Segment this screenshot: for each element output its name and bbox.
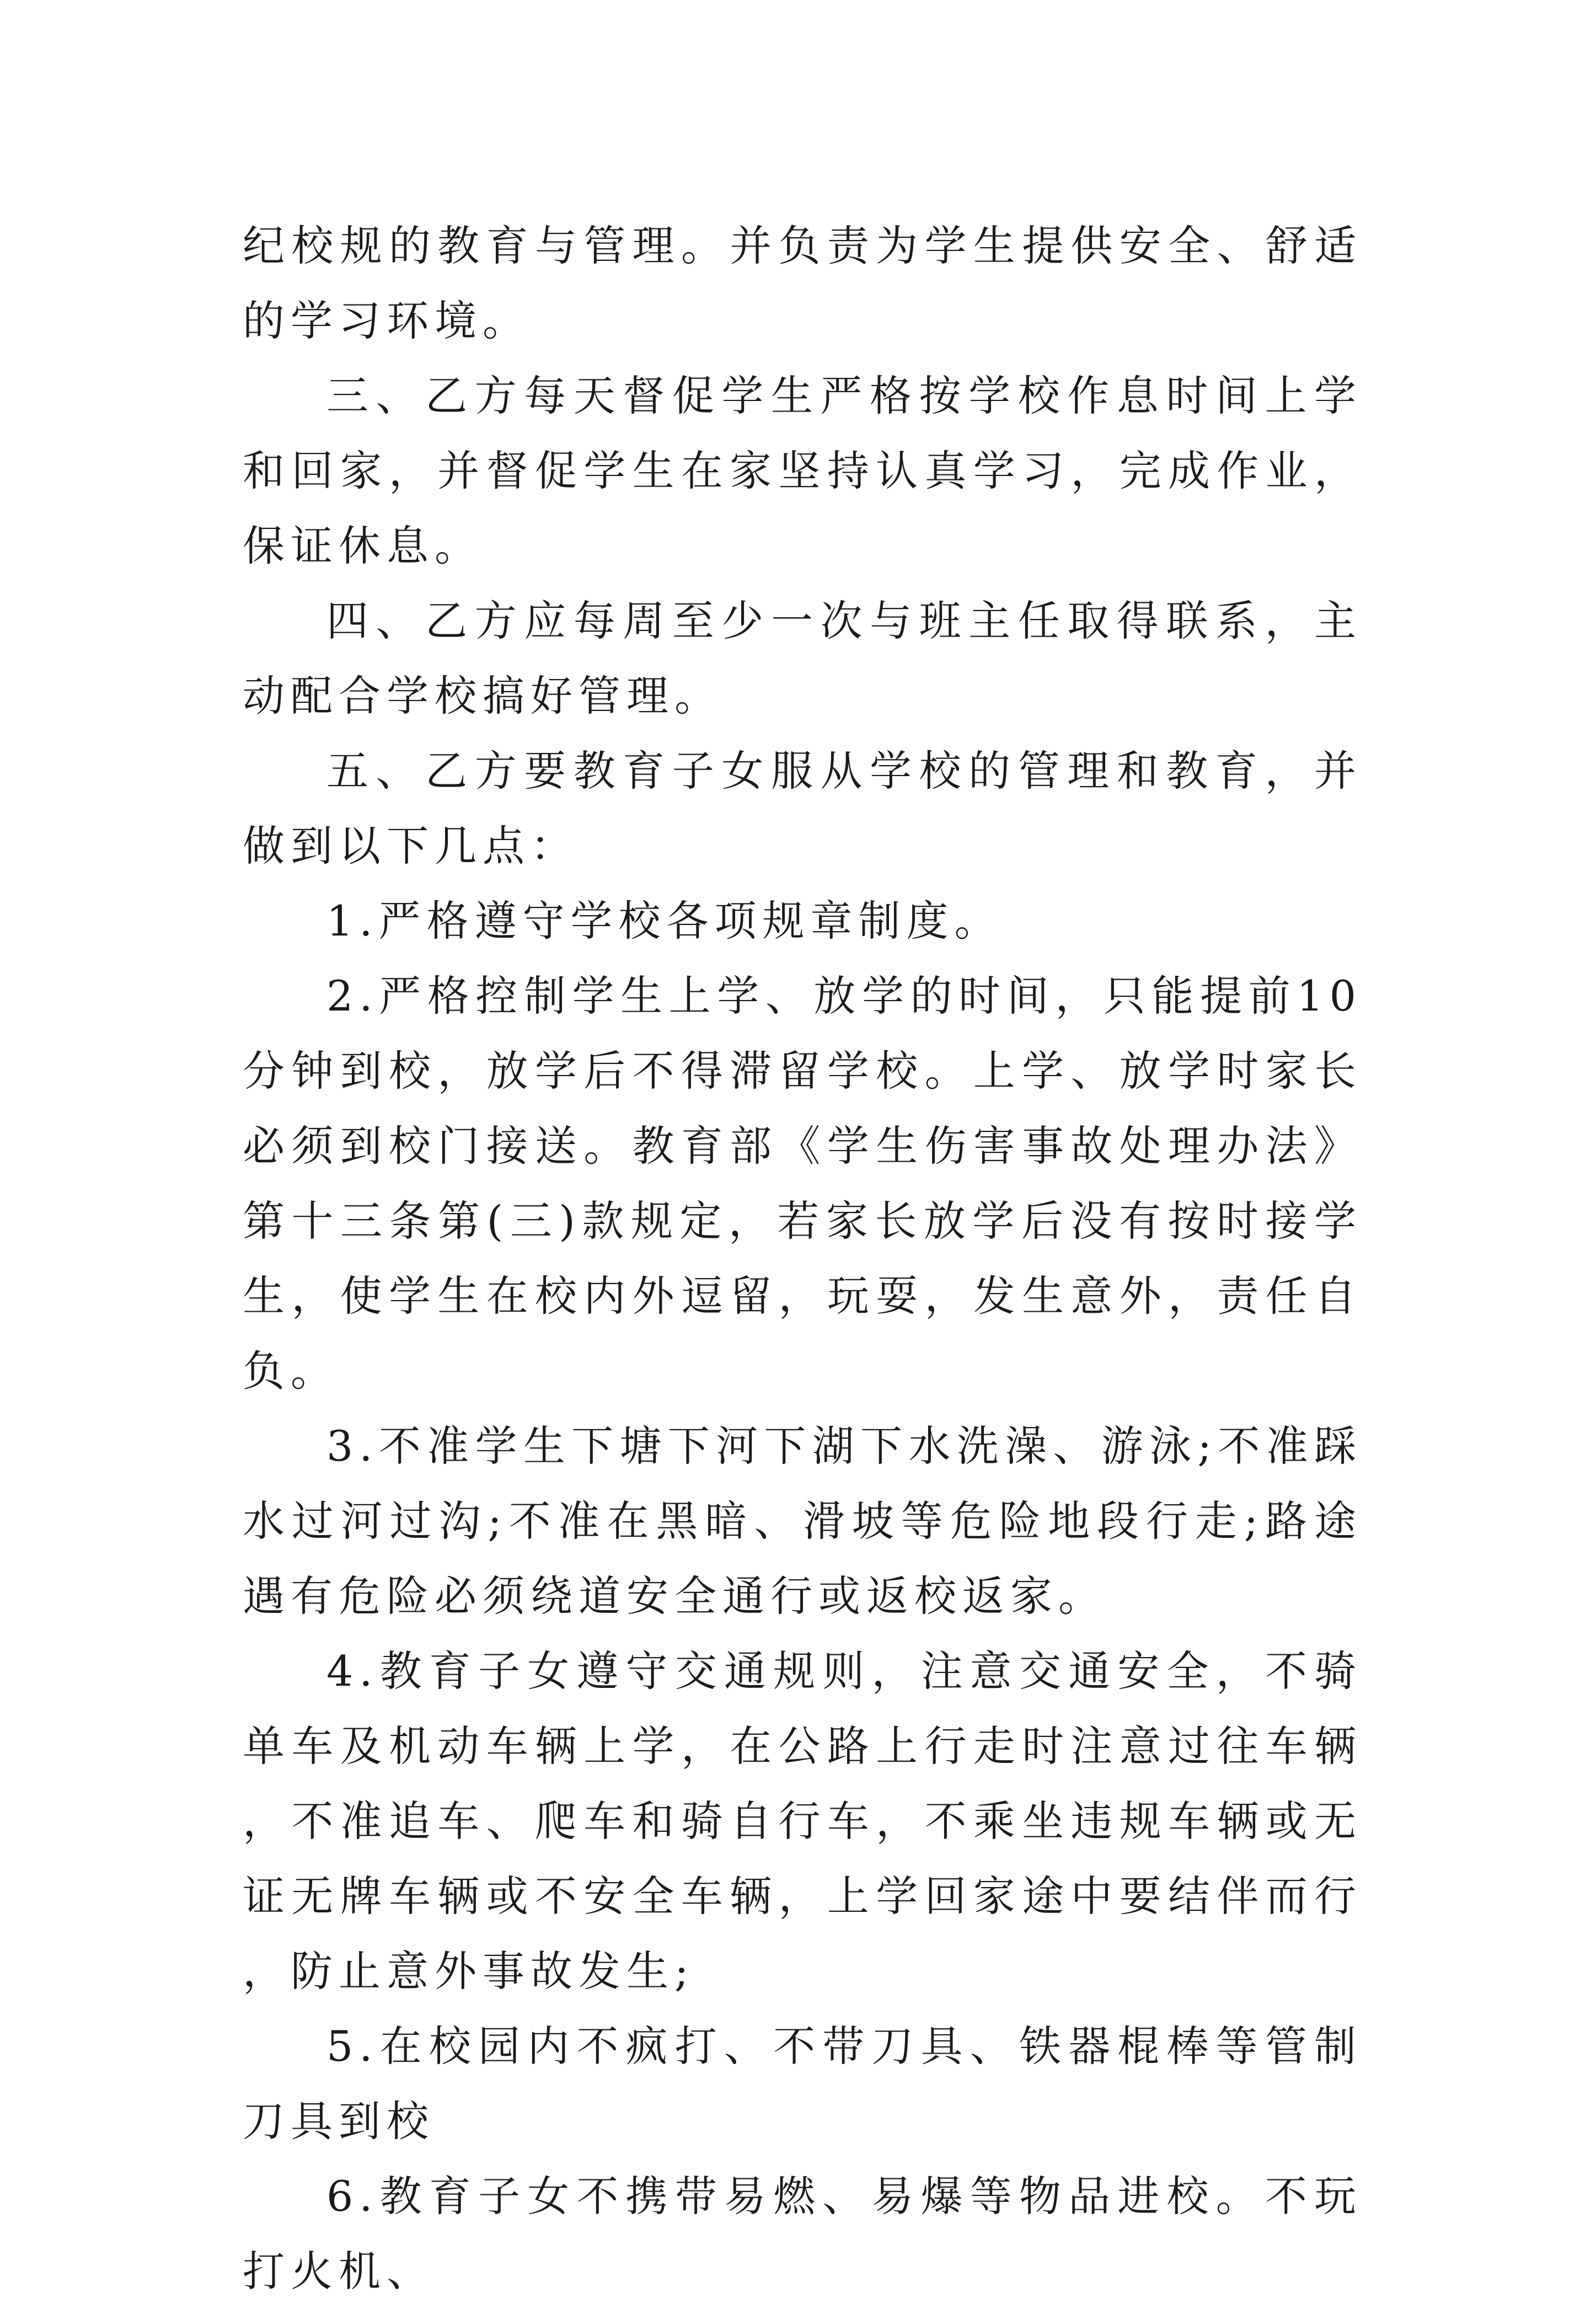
list-item-5: 5.在校园内不疯打、不带刀具、铁器棍棒等管制刀具到校 (243, 2022, 1362, 2146)
list-item-2: 2.严格控制学生上学、放学的时间，只能提前10分钟到校，放学后不得滞留学校。上学、放学时家长必须到校门接送。教育部《学生伤害事故处理办法》第十三条第(三)款规定，若家长放学后没有按时接学生，使学生在校内外逗留，玩耍，发生意外，责任自负。 (243, 971, 1362, 1396)
paragraph-clause-3: 三、乙方每天督促学生严格按学校作息时间上学和回家，并督促学生在家坚持认真学习，完成作业，保证休息。 (243, 371, 1362, 570)
list-item-1: 1.严格遵守学校各项规章制度。 (326, 896, 1003, 945)
paragraph-clause-4: 四、乙方应每周至少一次与班主任取得联系，主动配合学校搞好管理。 (243, 596, 1362, 720)
paragraph-clause-5: 五、乙方要教育子女服从学校的管理和教育，并做到以下几点： (243, 746, 1362, 870)
paragraph-continuation: 纪校规的教育与管理。并负责为学生提供安全、舒适的学习环境。 (243, 221, 1362, 345)
list-item-3: 3.不准学生下塘下河下湖下水洗澡、游泳;不准踩水过河过沟;不准在黑暗、滑坡等危险地段行走;路途遇有危险必须绕道安全通行或返校返家。 (243, 1421, 1362, 1621)
list-item-6: 6.教育子女不携带易燃、易爆等物品进校。不玩打火机、 (243, 2172, 1362, 2296)
document-body (243, 209, 1362, 2309)
list-item-4: 4.教育子女遵守交通规则，注意交通安全，不骑单车及机动车辆上学，在公路上行走时注意过往车辆，不准追车、爬车和骑自行车，不乘坐违规车辆或无证无牌车辆或不安全车辆，上学回家途中要结伴而行，防止意外事故发生; (243, 1647, 1362, 1996)
